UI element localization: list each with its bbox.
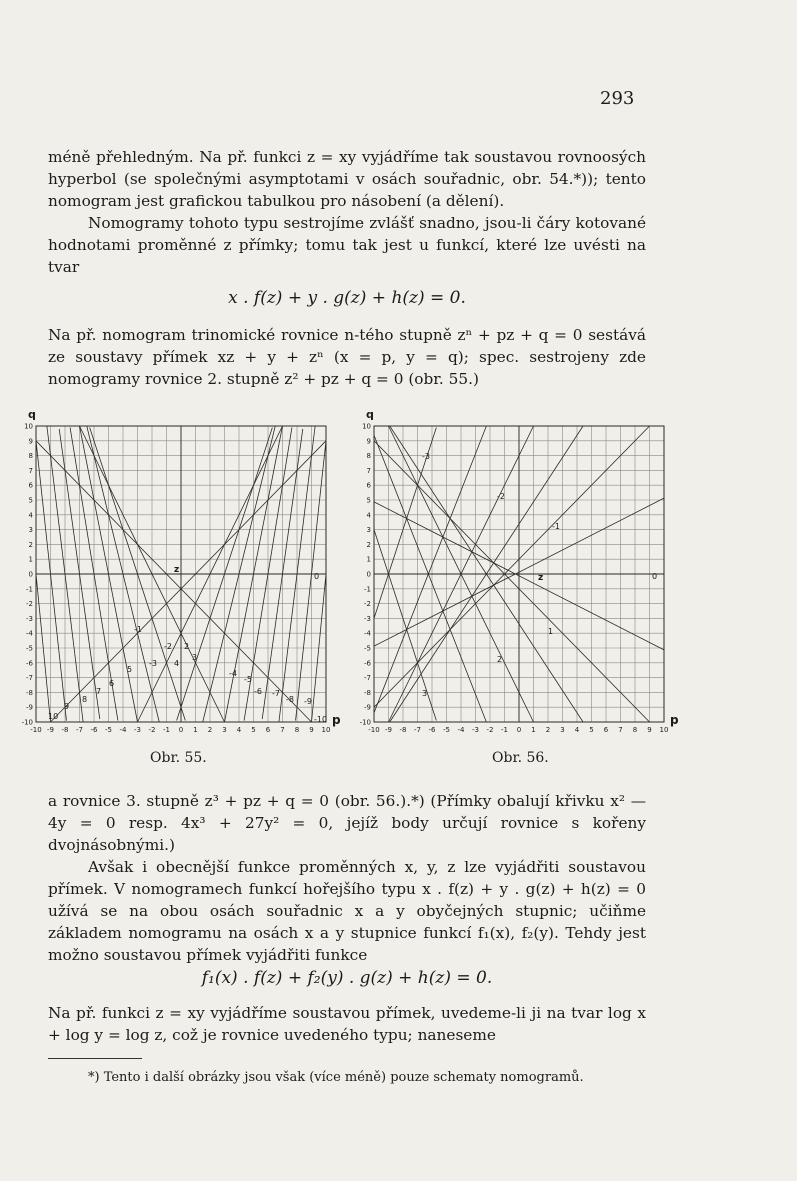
- x-tick-label: 4: [236, 726, 242, 734]
- y-tick-label: -7: [364, 674, 371, 683]
- y-tick-label: -9: [26, 703, 33, 712]
- line-label: 10: [48, 712, 59, 721]
- line-label: -2: [164, 642, 172, 651]
- y-tick-label: -4: [26, 629, 33, 638]
- x-tick-label: -1: [163, 726, 170, 734]
- x-tick-label: -2: [486, 726, 494, 734]
- line-label: 2: [497, 655, 503, 664]
- x-tick-label: 5: [589, 726, 594, 734]
- q-axis-label: q: [366, 408, 374, 421]
- figure-55: [14, 404, 344, 748]
- paragraph-text: Na př. funkci z = xy vyjádříme soustavou přímek, uvedeme-li ji na tvar log x + log y = log z, což je rovnice uvedeného typu; naneseme: [48, 1004, 646, 1044]
- y-tick-label: 10: [24, 422, 33, 431]
- line-label: 1: [548, 627, 554, 636]
- x-tick-label: -4: [119, 726, 127, 734]
- x-tick-label: 6: [265, 726, 271, 734]
- line-label: -3: [422, 452, 430, 461]
- y-tick-label: -8: [364, 688, 371, 697]
- page-number: 293: [600, 88, 635, 109]
- y-tick-label: -4: [364, 629, 371, 638]
- y-tick-label: -1: [26, 585, 33, 594]
- figure-caption: Obr. 56.: [492, 750, 549, 766]
- y-tick-label: -10: [359, 718, 371, 727]
- line-label: -10: [314, 715, 328, 724]
- figure-caption: Obr. 55.: [150, 750, 207, 766]
- x-tick-label: -9: [385, 726, 392, 734]
- x-tick-label: -9: [47, 726, 54, 734]
- line-label: 3: [422, 689, 428, 698]
- x-tick-label: -3: [134, 726, 141, 734]
- paragraph-4: [48, 790, 646, 966]
- x-tick-label: 7: [618, 726, 623, 734]
- y-tick-label: -1: [364, 585, 371, 594]
- line-label: 6: [109, 679, 115, 688]
- z-line: [296, 441, 326, 721]
- x-tick-label: 1: [531, 726, 536, 734]
- y-tick-label: 8: [28, 452, 33, 461]
- line-label: -6: [254, 687, 262, 696]
- y-tick-label: 9: [28, 437, 33, 446]
- line-label: 2: [184, 642, 190, 651]
- y-tick-label: -7: [26, 674, 33, 683]
- line-label: 3: [192, 653, 198, 662]
- x-tick-label: -7: [414, 726, 421, 734]
- x-tick-label: 2: [545, 726, 551, 734]
- y-tick-label: 1: [366, 555, 371, 564]
- y-tick-label: -3: [26, 614, 33, 623]
- x-tick-label: -8: [61, 726, 69, 734]
- x-tick-label: -10: [30, 726, 42, 734]
- x-tick-label: -6: [90, 726, 98, 734]
- x-tick-label: -1: [501, 726, 508, 734]
- line-label: 0: [314, 572, 320, 581]
- line-label: -1: [552, 522, 560, 531]
- x-tick-label: -7: [76, 726, 83, 734]
- x-tick-label: -4: [457, 726, 465, 734]
- z-line: [374, 435, 486, 722]
- y-tick-label: 2: [366, 540, 371, 549]
- y-tick-label: 3: [28, 526, 33, 535]
- x-tick-label: 0: [516, 726, 522, 734]
- y-tick-label: -8: [26, 688, 33, 697]
- y-tick-label: 7: [28, 466, 33, 475]
- x-tick-label: 3: [222, 726, 227, 734]
- x-tick-label: -6: [428, 726, 436, 734]
- x-tick-label: 10: [659, 726, 669, 734]
- z-line: [374, 426, 650, 707]
- y-tick-label: 1: [28, 555, 33, 564]
- x-tick-label: 6: [603, 726, 609, 734]
- footnote-rule: [48, 1058, 142, 1059]
- x-tick-label: -3: [472, 726, 479, 734]
- paragraph-text: a rovnice 3. stupně z³ + pz + q = 0 (obr. 56.).*) (Přímky obalují křivku x² — 4y = 0 resp. 4x³ + 27y² = 0, jejíž body určují rovnice s kořeny dvojnásobnými.): [48, 792, 646, 854]
- line-label: 0: [652, 572, 658, 581]
- y-tick-label: 4: [28, 511, 33, 520]
- x-tick-label: 9: [647, 726, 652, 734]
- y-tick-label: 7: [366, 466, 371, 475]
- y-tick-label: -9: [364, 703, 371, 712]
- y-tick-label: 5: [366, 496, 371, 505]
- y-tick-label: -6: [364, 659, 371, 668]
- line-label: 9: [64, 702, 70, 711]
- line-label: -1: [134, 625, 142, 634]
- formula: x . f(z) + y . g(z) + h(z) = 0.: [228, 288, 466, 308]
- x-tick-label: 10: [321, 726, 331, 734]
- nomogram-56: [352, 404, 687, 744]
- line-label: 4: [174, 659, 180, 668]
- paragraph-1: [48, 146, 646, 278]
- y-tick-label: 8: [366, 452, 371, 461]
- z-label: z: [538, 573, 544, 583]
- y-tick-label: 6: [366, 481, 371, 490]
- y-tick-label: 0: [366, 570, 371, 579]
- paragraph-6: [48, 1002, 646, 1046]
- y-tick-label: 4: [366, 511, 371, 520]
- y-tick-label: 6: [28, 481, 33, 490]
- line-label: -7: [272, 689, 280, 698]
- x-tick-label: 7: [280, 726, 285, 734]
- paragraph-text: Nomogramy tohoto typu sestrojíme zvlášť snadno, jsou-li čáry kotované hodnotami proměnné z přímky; tomu tak jest u funkcí, které lze uvésti na tvar: [48, 214, 646, 276]
- line-label: -5: [244, 675, 252, 684]
- line-label: -8: [286, 695, 294, 704]
- x-tick-label: 9: [309, 726, 314, 734]
- paragraph-text: Avšak i obecnější funkce proměnných x, y, z lze vyjádřiti soustavou přímek. V nomogramech funkcí hořejšího typu x . f(z) + y . g(z) + h(z) = 0 užívá se na obou osách souřadnic x a y obyčejných stupnic; učiňme základem nomogramu na osách x a y stupnice funkcí f₁(x), f₂(y). Tehdy jest možno soustavou přímek vyjádřiti funkce: [48, 858, 646, 964]
- x-tick-label: 2: [207, 726, 213, 734]
- paragraph-text: Na př. nomogram trinomické rovnice n-tého stupně zⁿ + pz + q = 0 sestává ze soustavy přímek xz + y + zⁿ (x = p, y = q); spec. sestrojeny zde nomogramy rovnice 2. stupně z² + pz + q = 0 (obr. 55.): [48, 326, 646, 388]
- y-tick-label: -3: [364, 614, 371, 623]
- x-tick-label: 1: [193, 726, 198, 734]
- z-line: [36, 441, 66, 721]
- x-tick-label: 8: [294, 726, 300, 734]
- nomogram-55: [14, 404, 344, 744]
- paragraph-text: méně přehledným. Na př. funkci z = xy vyjádříme tak soustavou rovnoosých hyperbol (se společnými asymptotami v osách souřadnic, obr. 54.*)); tento nomogram jest grafickou tabulkou pro násobení (a dělení).: [48, 148, 646, 210]
- x-tick-label: -5: [105, 726, 112, 734]
- formula: f₁(x) . f(z) + f₂(y) . g(z) + h(z) = 0.: [201, 968, 493, 988]
- z-line: [36, 441, 312, 722]
- x-tick-label: -8: [399, 726, 407, 734]
- line-label: 8: [82, 695, 88, 704]
- p-axis-label: p: [332, 713, 341, 727]
- y-tick-label: 9: [366, 437, 371, 446]
- y-tick-label: -10: [21, 718, 33, 727]
- line-label: 7: [96, 687, 102, 696]
- x-tick-label: -10: [368, 726, 380, 734]
- x-tick-label: 8: [632, 726, 638, 734]
- y-tick-label: 10: [362, 422, 371, 431]
- y-tick-label: 5: [28, 496, 33, 505]
- z-line: [374, 441, 650, 722]
- y-tick-label: -2: [26, 600, 33, 609]
- x-tick-label: -2: [148, 726, 156, 734]
- figure-56: [352, 404, 687, 748]
- y-tick-label: -6: [26, 659, 33, 668]
- line-label: -2: [497, 492, 505, 501]
- paragraph-3: [48, 324, 646, 390]
- y-tick-label: 0: [28, 570, 33, 579]
- x-tick-label: 5: [251, 726, 256, 734]
- line-label: -9: [304, 697, 312, 706]
- line-label: -4: [229, 669, 237, 678]
- line-label: -3: [149, 659, 157, 668]
- x-tick-label: 0: [178, 726, 184, 734]
- y-tick-label: -5: [364, 644, 371, 653]
- x-tick-label: -5: [443, 726, 450, 734]
- footnote: *) Tento i další obrázky jsou však (více méně) pouze schematy nomogramů.: [88, 1070, 584, 1085]
- z-line: [51, 441, 327, 722]
- y-tick-label: 3: [366, 526, 371, 535]
- line-label: 5: [127, 665, 133, 674]
- x-tick-label: 4: [574, 726, 580, 734]
- p-axis-label: p: [670, 713, 679, 727]
- x-tick-label: 3: [560, 726, 565, 734]
- y-tick-label: -5: [26, 644, 33, 653]
- z-label: z: [174, 565, 180, 575]
- y-tick-label: -2: [364, 600, 371, 609]
- y-tick-label: 2: [28, 540, 33, 549]
- z-line: [374, 426, 486, 713]
- q-axis-label: q: [28, 408, 36, 421]
